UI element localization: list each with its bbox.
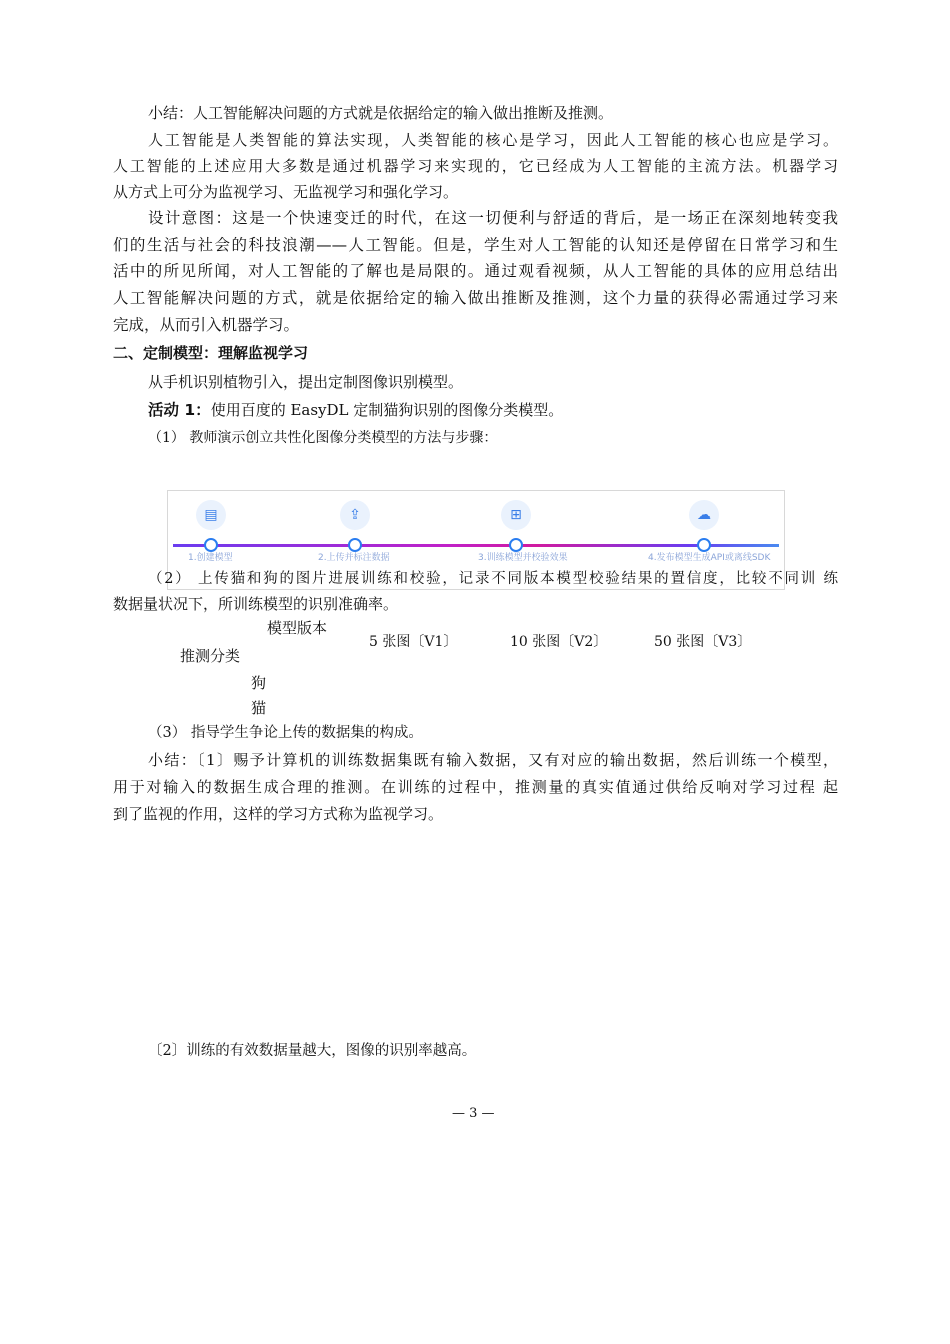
cloud-upload-icon: ☁ [689,500,719,530]
design-intent: 人工智能解决问题的方式，就是依据给定的输入做出推断及推测，这个力量的获得必需通过学习来 [113,289,838,307]
step-2: （2） 上传猫和狗的图片进展训练和校验，记录不同版本模型校验结果的置信度，比较不同训 练 [148,571,838,587]
step-3: （3） 指导学生争论上传的数据集的构成。 [148,725,423,741]
activity-text: 使用百度的 EasyDL 定制猫狗识别的图像分类模型。 [210,401,564,419]
column-header: 5 张图〔V1〕 [369,634,458,650]
step-1: （1） 教师演示创立共性化图像分类模型的方法与步骤： [148,430,498,446]
body-text: 人工智能的上述应用大多数是通过机器学习来实现的，它已经成为人工智能的主流方法。机器学习 [113,157,838,175]
create-model-icon: ▤ [196,500,226,530]
upload-icon: ⇪ [340,500,370,530]
summary-1: 用于对输入的数据生成合理的推测。在训练的过程中，推测量的真实值通过供给反响对学习过程 起 [113,778,838,796]
progress-track [173,544,779,547]
step-dot [204,538,218,552]
summary-1: 到了监视的作用，这样的学习方式称为监视学习。 [113,805,444,823]
design-intent: 设计意图：这是一个快速变迁的时代，在这一切便利与舒适的背后，是一场正在深刻地转变我 [148,209,838,227]
design-intent: 们的生活与社会的科技浪潮——人工智能。但是，学生对人工智能的认知还是停留在日常学习和生 [113,236,838,254]
body-text: 从手机识别植物引入，提出定制图像识别模型。 [148,373,464,391]
page-number: — 3 — [452,1106,495,1121]
table-corner-bottom: 推测分类 [180,647,241,665]
grid-icon: ⊞ [501,500,531,530]
step-label: 2.上传并标注数据 [318,553,390,563]
design-intent: 活中的所见所闻，对人工智能的了解也是局限的。通过观看视频，从人工智能的具体的应用总结出 [113,262,838,280]
column-header: 50 张图〔V3〕 [654,634,752,650]
step-dot [509,538,523,552]
body-text: 从方式上可分为监视学习、无监视学习和强化学习。 [113,183,459,201]
step-dot [697,538,711,552]
column-header: 10 张图〔V2〕 [510,634,608,650]
summary-2: 〔2〕训练的有效数据量越大，图像的识别率越高。 [148,1043,477,1059]
step-label: 3.训练模型并校验效果 [478,553,568,563]
section-heading: 二、定制模型：理解监视学习 [113,344,309,362]
step-dot [348,538,362,552]
step-label: 4.发布模型生成API或离线SDK [648,553,771,563]
row-header: 猫 [251,699,267,717]
step-2-cont: 数据量状况下，所训练模型的识别准确率。 [113,595,399,613]
body-text: 人工智能是人类智能的算法实现，人类智能的核心是学习，因此人工智能的核心也应是学习。 [148,131,838,149]
summary-paragraph: 小结：人工智能解决问题的方式就是依据给定的输入做出推断及推测。 [148,104,614,122]
design-intent: 完成，从而引入机器学习。 [113,316,300,334]
activity-label: 活动 1： [148,401,211,419]
activity-line [148,400,838,420]
row-header: 狗 [251,674,267,692]
step-label: 1.创建模型 [188,553,233,563]
summary-1: 小结：〔1〕赐予计算机的训练数据集既有输入数据，又有对应的输出数据，然后训练一个模型， [148,751,838,769]
table-corner-top: 模型版本 [267,619,328,637]
